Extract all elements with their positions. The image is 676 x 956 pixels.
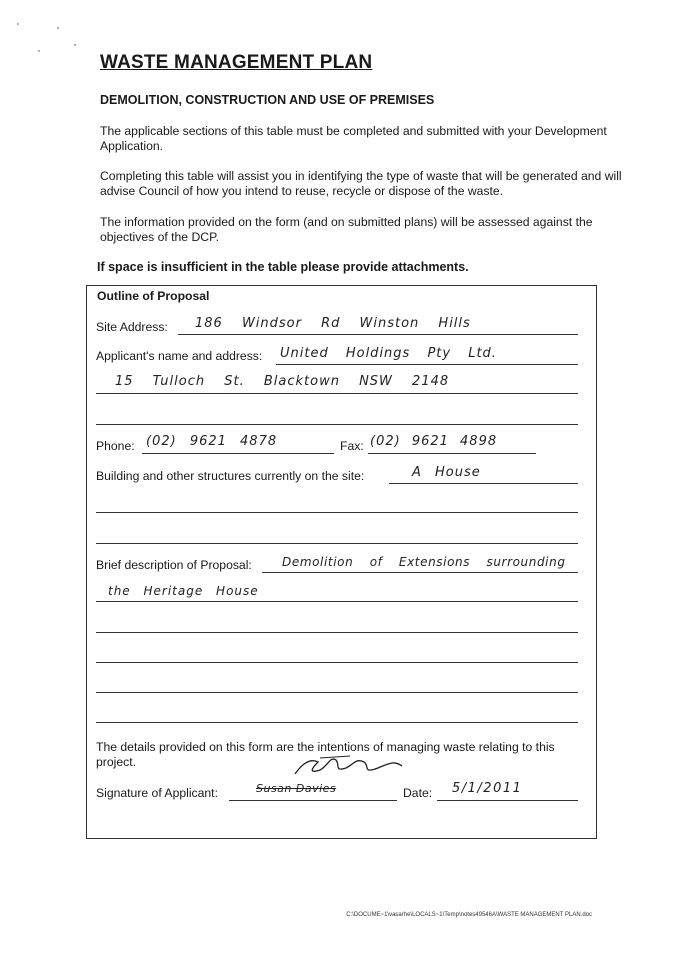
buildings-label: Building and other structures currently on the site: [96,469,365,483]
site-address-label: Site Address: [96,320,168,334]
description-line-5 [96,692,578,693]
fax-line [368,453,536,454]
proposal-heading: Outline of Proposal [97,289,210,303]
applicant-label: Applicant's name and address: [96,349,263,363]
buildings-line-1 [389,483,578,484]
date-field[interactable]: 5/1/2011 [452,781,523,796]
blank-line [96,424,578,425]
buildings-field[interactable]: A House [412,465,481,480]
scan-speck [38,50,40,52]
struck-name: Susan Davies [256,782,337,795]
date-line [437,800,578,801]
declaration-text: The details provided on this form are the intentions of managing waste relating to this project. [96,740,555,769]
applicant-line-1 [276,364,578,365]
buildings-line-2 [96,512,578,513]
description-line-6 [96,722,578,723]
applicant-field-2[interactable]: 15 Tulloch St. Blacktown NSW 2148 [115,374,450,389]
site-address-line [178,334,578,335]
phone-label: Phone: [96,439,135,453]
description-line-1 [262,572,578,573]
signature-line [229,800,397,801]
description-line-4 [96,662,578,663]
form-subtitle: DEMOLITION, CONSTRUCTION AND USE OF PREMISES [100,93,435,107]
description-line-3 [96,632,578,633]
phone-line [142,453,334,454]
scan-speck [74,44,76,46]
attachments-note: If space is insufficient in the table please provide attachments. [97,260,469,274]
scan-speck [17,23,19,25]
phone-field[interactable]: (02) 9621 4878 [146,434,278,449]
applicant-field-1[interactable]: United Holdings Pty Ltd. [280,346,497,361]
description-label: Brief description of Proposal: [96,558,252,572]
site-address-field[interactable]: 186 Windsor Rd Winston Hills [195,316,471,331]
scan-speck [57,27,59,29]
fax-label: Fax: [340,439,364,453]
fax-field[interactable]: (02) 9621 4898 [370,434,498,449]
description-field-2[interactable]: the Heritage House [108,584,259,598]
buildings-line-3 [96,543,578,544]
description-line-2 [96,601,578,602]
description-field-1[interactable]: Demolition of Extensions surrounding [282,555,566,569]
signature-label: Signature of Applicant: [96,786,218,800]
instruction-paragraph-2: Completing this table will assist you in identifying the type of waste that will be generated and will advise Council of how you intend to reuse, recycle or dispose of the waste. [100,169,622,198]
form-title: WASTE MANAGEMENT PLAN [100,52,373,73]
instruction-paragraph-1: The applicable sections of this table must be completed and submitted with your Development Application. [100,124,607,153]
instruction-paragraph-3: The information provided on the form (and on submitted plans) will be assessed against the objectives of the DCP. [100,215,593,244]
applicant-line-2 [96,393,578,394]
signature-scribble-icon [290,750,410,780]
document-path-footer: C:\DOCUME~1\vasarhe\LOCALS~1\Temp\notes49546A\WASTE MANAGEMENT PLAN.doc [346,912,592,918]
date-label: Date: [403,786,433,800]
